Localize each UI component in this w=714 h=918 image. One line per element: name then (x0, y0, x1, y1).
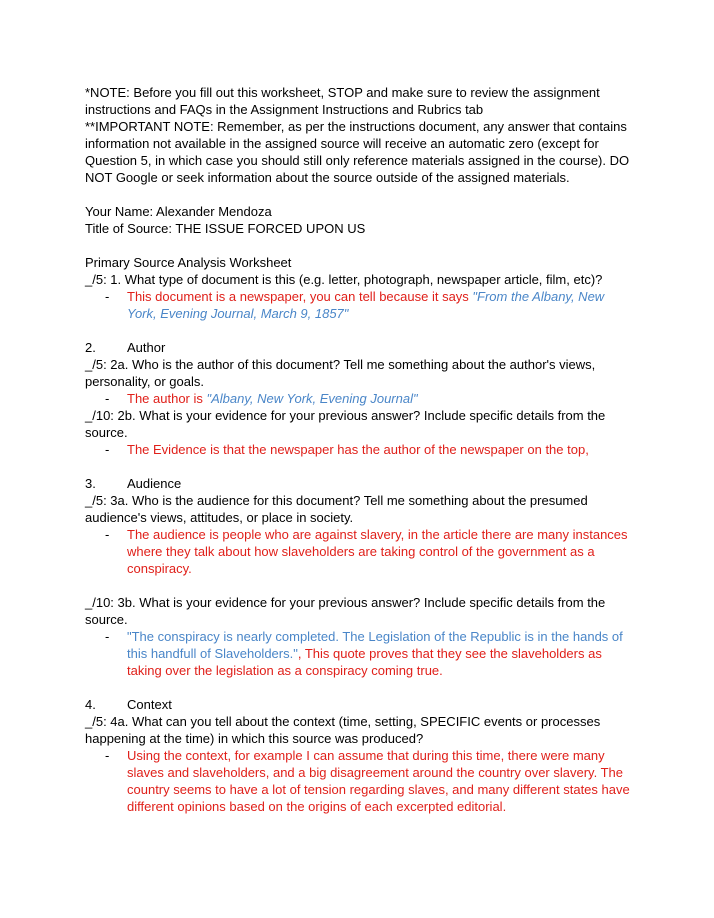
section-number: 2. (85, 340, 96, 355)
bullet-dash: - (105, 527, 110, 542)
question-3a: _/5: 3a. Who is the audience for this document? Tell me something about the presumed audience's views, attitudes, or place in society. (85, 493, 588, 525)
answer-2b-text: The Evidence is that the newspaper has the author of the newspaper on the top, (127, 442, 589, 457)
answer-1 (85, 288, 637, 322)
answer-4a-text: Using the context, for example I can assume that during this time, there were many slaves and slaveholders, and a big disagreement around the country over slavery. The country seems to have a lot of tension regarding slaves, and many different states have different opinions based on the origins of each excerpted editorial. (127, 748, 630, 814)
note-review-instructions: *NOTE: Before you fill out this worksheet, STOP and make sure to review the assignment instructions and FAQs in the Assignment Instructions and Rubrics tab (85, 85, 600, 117)
section-title: Audience (127, 476, 182, 491)
source-title-line: Title of Source: THE ISSUE FORCED UPON US (85, 221, 366, 236)
question-1: _/5: 1. What type of document is this (e.g. letter, photograph, newspaper article, film, etc)? (85, 272, 603, 287)
spacer (85, 577, 637, 594)
bullet-dash: - (105, 748, 110, 763)
answer-3a (85, 526, 637, 577)
answer-3a-text: The audience is people who are against slavery, in the article there are many instances where they talk about how slaveholders are taking control of the government as a conspiracy. (127, 527, 628, 576)
question-4a: _/5: 4a. What can you tell about the context (time, setting, SPECIFIC events or processes happening at the time) in which this source was produced? (85, 714, 601, 746)
answer-1-text: This document is a newspaper, you can tell because it says (127, 289, 473, 304)
important-note: **IMPORTANT NOTE: Remember, as per the instructions document, any answer that contains information not available in the assigned source will receive an automatic zero (except for Question 5, in which case you should still only reference materials assigned in the course). DO NOT Google or seek information about the source outside of the assigned materials. (85, 119, 630, 185)
answer-3b (85, 628, 637, 679)
section-number: 4. (85, 697, 96, 712)
section-title: Context (127, 697, 172, 712)
question-2a: _/5: 2a. Who is the author of this document? Tell me something about the author's views, personality, or goals. (85, 357, 596, 389)
worksheet-title: Primary Source Analysis Worksheet (85, 255, 292, 270)
answer-2a-text: The author is (127, 391, 207, 406)
answer-2a (85, 390, 637, 407)
answer-1-quote: "From the Albany, New York, Evening Journal, March 9, 1857" (127, 289, 605, 321)
section-audience-heading (85, 475, 637, 492)
section-title: Author (127, 340, 166, 355)
answer-2a-quote: "Albany, New York, Evening Journal" (206, 391, 418, 406)
answer-4a (85, 747, 637, 815)
bullet-dash: - (105, 289, 110, 304)
section-context-heading (85, 696, 637, 713)
student-name-line: Your Name: Alexander Mendoza (85, 204, 272, 219)
section-number: 3. (85, 476, 96, 491)
answer-3b-text: , This quote proves that they see the slaveholders as taking over the legislation as a conspiracy coming true. (127, 646, 602, 678)
spacer (85, 186, 637, 203)
document-page (85, 84, 637, 815)
bullet-dash: - (105, 442, 110, 457)
spacer (85, 458, 637, 475)
question-3b: _/10: 3b. What is your evidence for your previous answer? Include specific details from the source. (85, 595, 606, 627)
section-author-heading (85, 339, 637, 356)
question-2b: _/10: 2b. What is your evidence for your previous answer? Include specific details from the source. (85, 408, 606, 440)
answer-2b (85, 441, 637, 458)
bullet-dash: - (105, 629, 110, 644)
spacer (85, 679, 637, 696)
spacer (85, 237, 637, 254)
bullet-dash: - (105, 391, 110, 406)
spacer (85, 322, 637, 339)
answer-3b-quote: "The conspiracy is nearly completed. The Legislation of the Republic is in the hands of this handfull of Slaveholders." (127, 629, 623, 661)
